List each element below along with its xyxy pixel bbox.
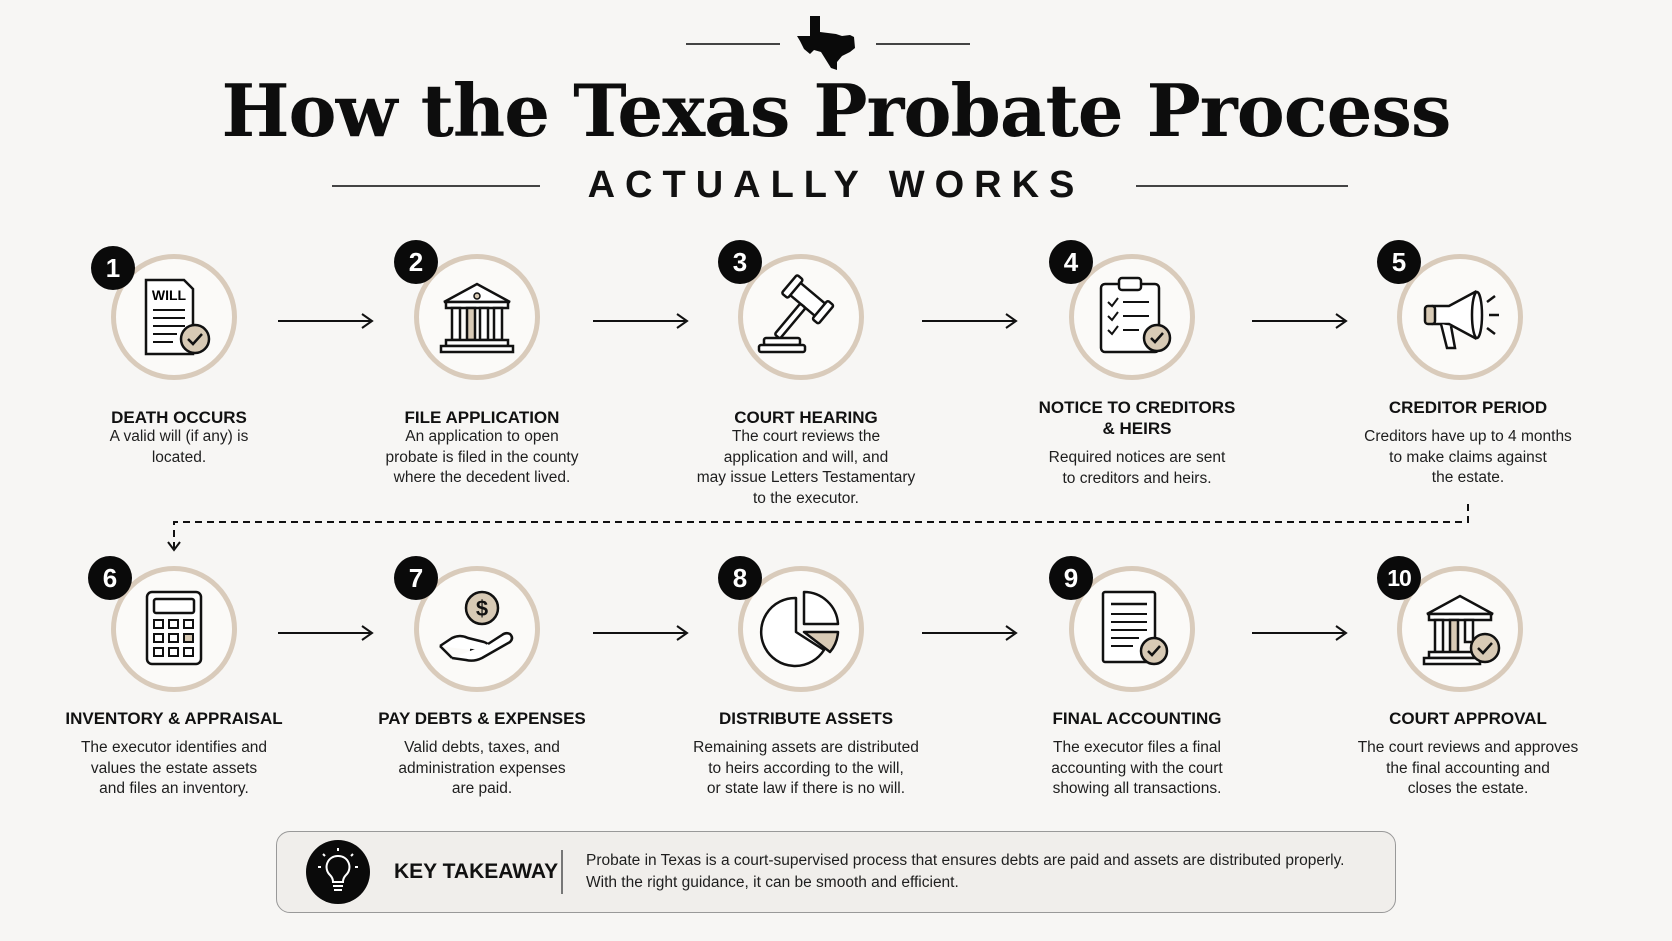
svg-text:$: $ [475,596,489,621]
arrow-2-to-3 [593,311,693,331]
step-2-description: An application to open probate is filed in the county where the decedent lived. [385,428,579,486]
pie-chart-icon [756,584,846,674]
step-7-description: Valid debts, taxes, and administration expenses are paid. [398,739,566,797]
arrow-6-to-7 [278,623,378,643]
step-10-title: COURT APPROVAL [1389,709,1547,728]
row-connector-dashed [160,500,1480,556]
step-3-title: COURT HEARING [734,408,878,427]
top-left-rule [686,43,780,45]
step-1-description: A valid will (if any) is located. [109,428,249,466]
page-title: How the Texas Probate Process [221,68,1451,153]
step-8-description: Remaining assets are distributed to heirs according to the will, or state law if there is no will. [693,739,919,797]
arrow-9-to-10 [1252,623,1352,643]
top-right-rule [876,43,970,45]
will-document-icon [129,272,219,362]
step-8-badge: 8 [718,556,762,600]
step-10-badge: 10 [1377,556,1421,600]
courthouse-icon [432,272,522,362]
lightbulb-badge [306,840,370,904]
key-takeaway-divider [561,850,563,894]
step-4-title: NOTICE TO CREDITORS & HEIRS [1038,398,1236,438]
svg-text:WILL: WILL [151,287,187,303]
arrow-3-to-4 [922,311,1022,331]
accounting-document-icon [1087,584,1177,674]
key-takeaway-label: KEY TAKEAWAY [394,860,559,883]
step-6-description: The executor identifies and values the estate assets and files an inventory. [80,739,268,797]
gavel-icon [756,272,846,362]
step-9-badge: 9 [1049,556,1093,600]
step-10-description: The court reviews and approves the final accounting and closes the estate. [1357,739,1579,797]
step-2-title: FILE APPLICATION [404,408,560,427]
step-4-badge: 4 [1049,240,1093,284]
step-3-description: The court reviews the application and will, and may issue Letters Testamentary to the executor. [696,428,916,507]
lightbulb-icon [306,840,370,904]
page-subtitle: ACTUALLY WORKS [587,164,1085,206]
step-7-badge: 7 [394,556,438,600]
step-6-title: INVENTORY & APPRAISAL [65,709,283,728]
texas-state-icon [796,14,860,72]
step-5-description: Creditors have up to 4 months to make claims against the estate. [1364,428,1572,486]
megaphone-icon [1415,272,1505,362]
key-takeaway-line-1: Probate in Texas is a court-supervised process that ensures debts are paid and assets are distributed properly. [586,852,1345,869]
courthouse-check-icon [1415,584,1505,674]
key-takeaway-text [586,850,1376,894]
step-4-description: Required notices are sent to creditors and heirs. [1048,449,1226,487]
step-1-title: DEATH OCCURS [111,408,247,427]
step-2-badge: 2 [394,240,438,284]
step-9-description: The executor files a final accounting with the court showing all transactions. [1051,739,1223,797]
step-7-title: PAY DEBTS & EXPENSES [378,709,586,728]
key-takeaway-line-2: With the right guidance, it can be smooth and efficient. [586,874,959,891]
step-6-badge: 6 [88,556,132,600]
arrow-1-to-2 [278,311,378,331]
step-8-title: DISTRIBUTE ASSETS [718,709,894,728]
step-1-badge: 1 [91,246,135,290]
step-5-title: CREDITOR PERIOD [1388,398,1548,417]
arrow-7-to-8 [593,623,693,643]
arrow-8-to-9 [922,623,1022,643]
step-5-badge: 5 [1377,240,1421,284]
calculator-icon [129,584,219,674]
clipboard-checklist-icon [1087,272,1177,362]
step-3-badge: 3 [718,240,762,284]
hand-coin-icon [432,584,522,674]
step-9-title: FINAL ACCOUNTING [1052,709,1222,728]
arrow-4-to-5 [1252,311,1352,331]
